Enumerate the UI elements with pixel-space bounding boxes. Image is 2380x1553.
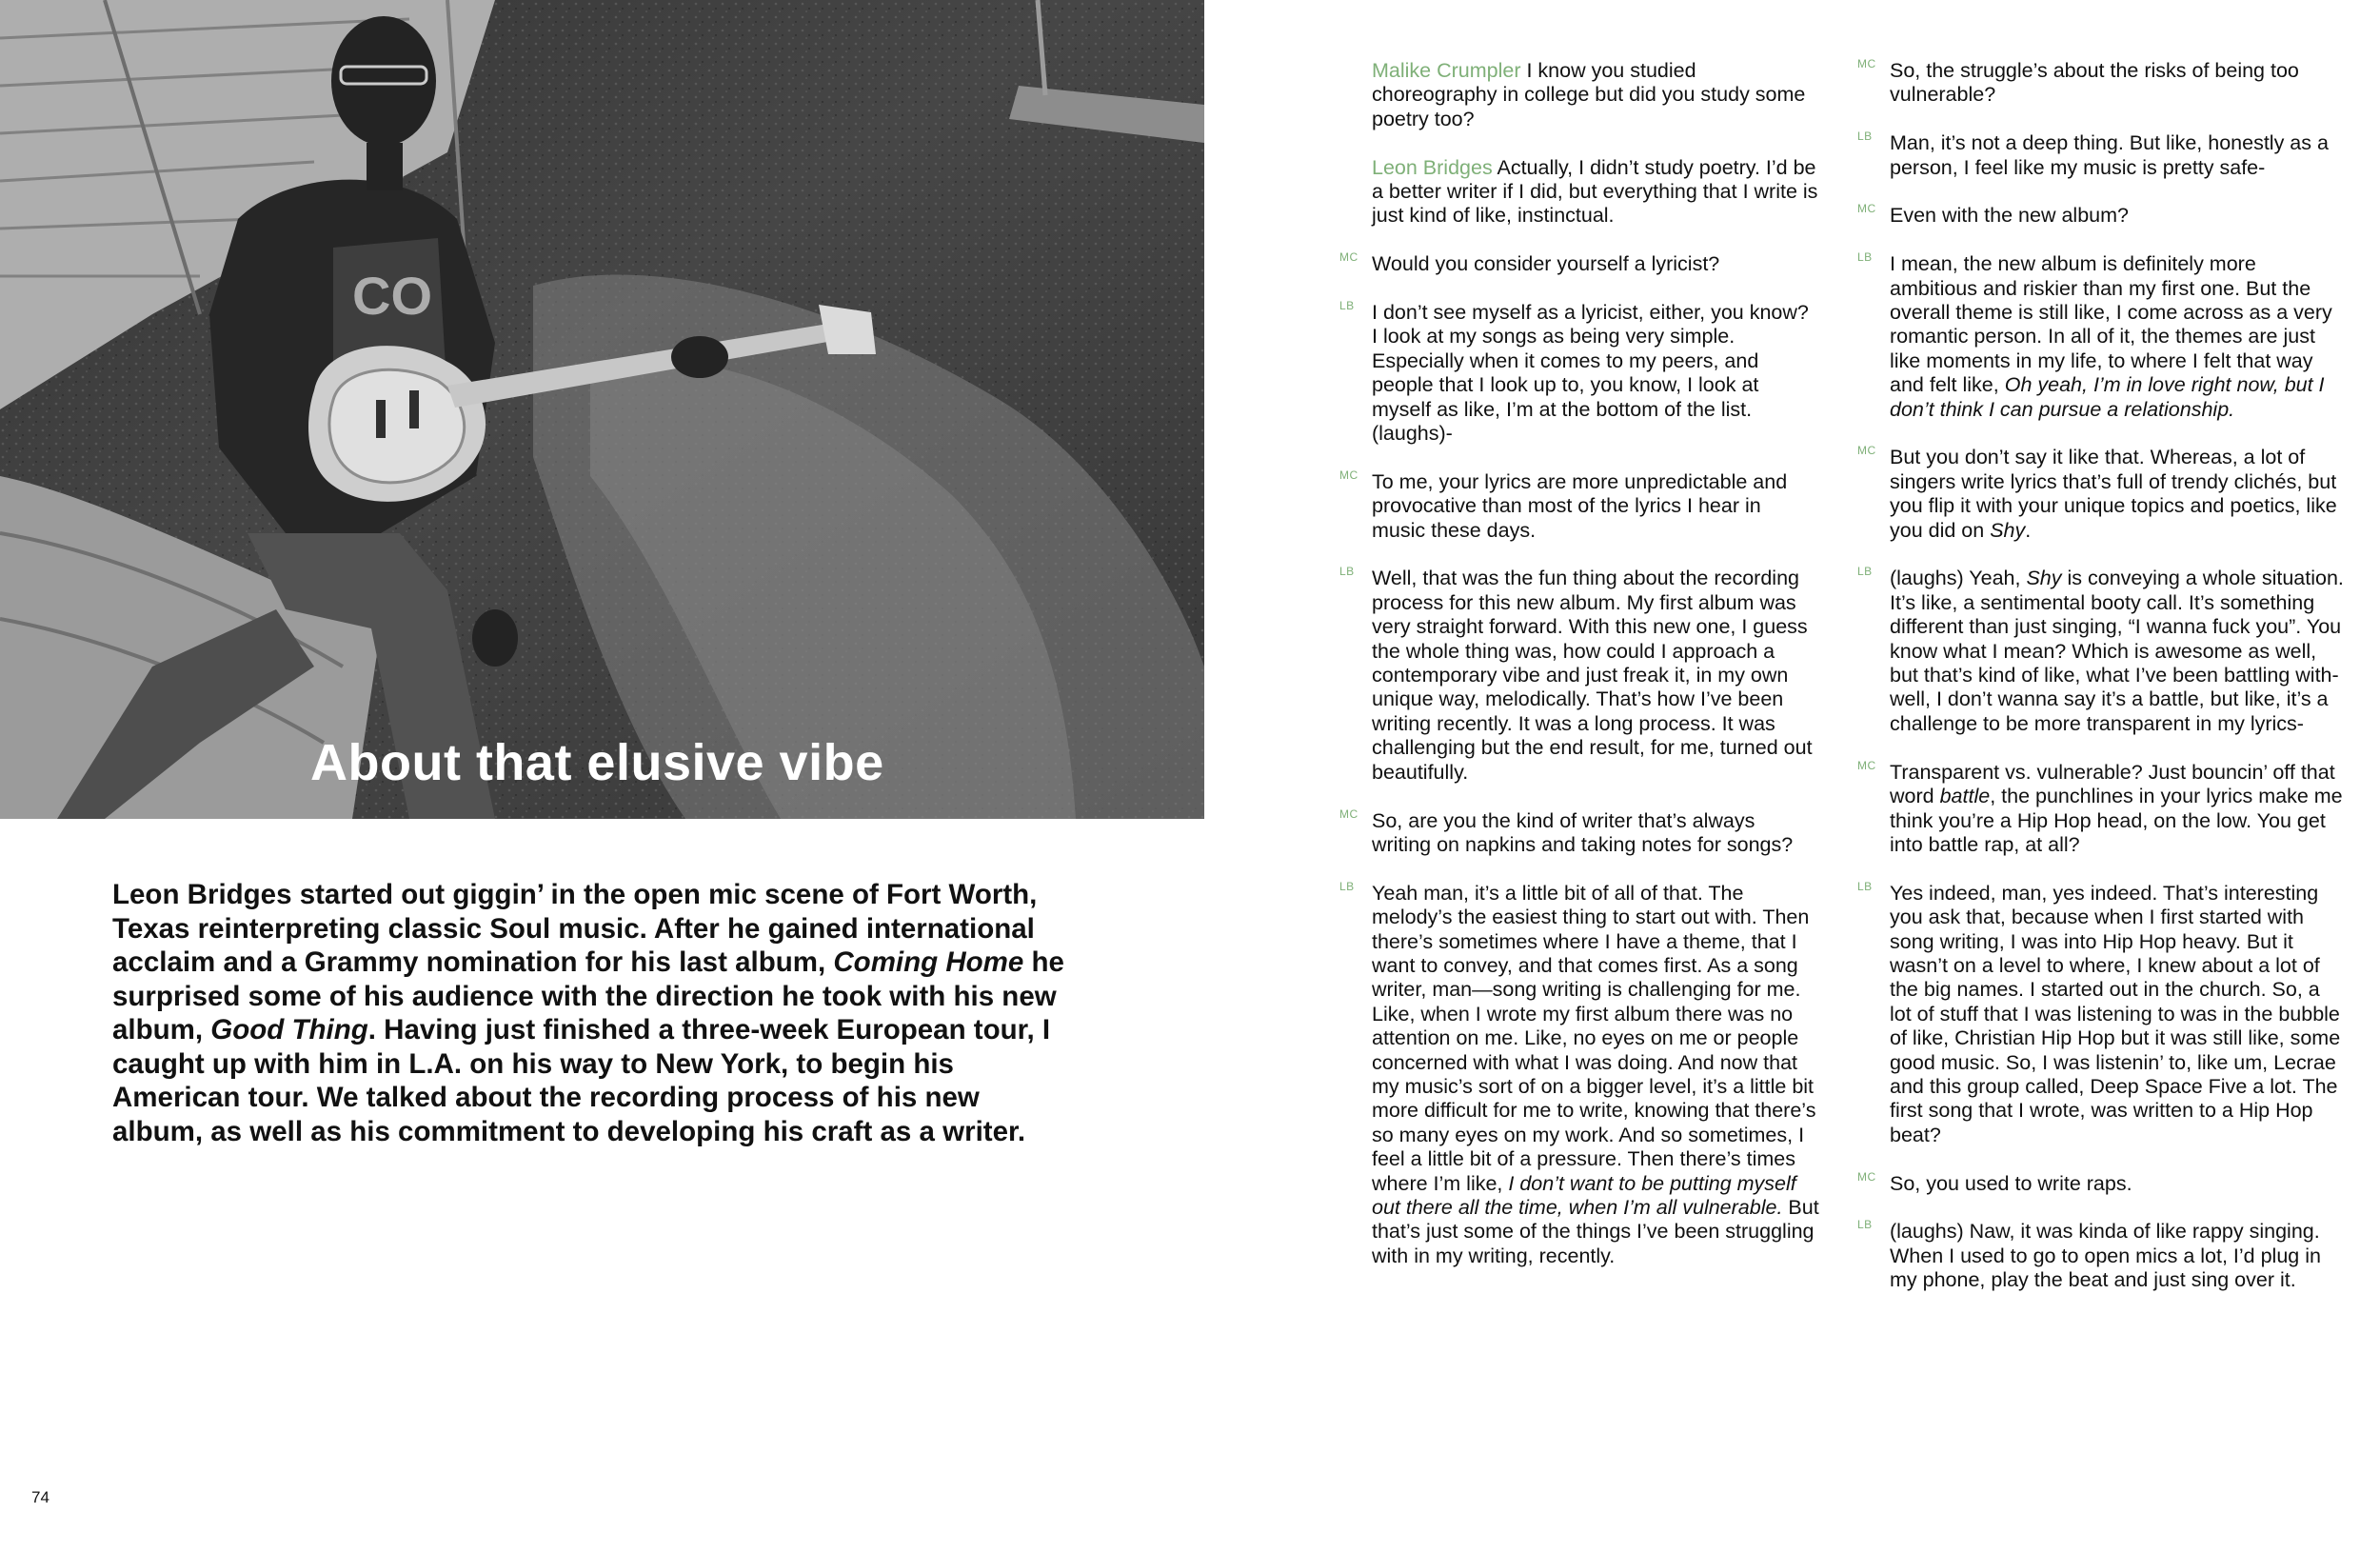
qa-item	[1857, 879, 2347, 1147]
qa-item	[1339, 806, 1819, 858]
qa-text: I don’t see myself as a lyricist, either, you know? I look at my songs as being very simple. Especially when it comes to my peers, and people that I look up to, you know, I look at myself as like, I’m at the bottom of the list. (laughs)-	[1372, 301, 1809, 446]
intro-album-good-thing: Good Thing	[210, 1014, 368, 1045]
speaker-tag: MC	[1339, 806, 1359, 821]
qa-text: Yeah man, it’s a little bit of all of that. The melody’s the easiest thing to start out with. Then there’s sometimes where I have a theme, that I want to convey, and that comes first. As a song writer, man—song writing is challenging for me. Like, when I wrote my first album there was no attention on me. Like, no eyes on me or people concerned with what I was doing. And now that my music’s sort of on a bigger level, it’s a little bit more difficult for me to write, knowing that there’s so many eyes on my work. And so sometimes, I feel a little bit of a pressure. Then there’s times where I’m like, I don’t want to be putting myself out there all the time, when I’m all vulnerable. But that’s just some of the things I’ve been struggling with in my writing, recently.	[1372, 881, 1819, 1267]
page-number: 74	[31, 1488, 50, 1506]
speaker-tag: MC	[1339, 250, 1359, 265]
qa-text: Man, it’s not a deep thing. But like, honestly as a person, I feel like my music is pretty safe-	[1890, 131, 2329, 179]
interviewee-name: Leon Bridges	[1372, 155, 1493, 179]
qa-text: To me, your lyrics are more unpredictable and provocative than most of the lyrics I hear in music these days.	[1372, 469, 1788, 542]
qa-text: Transparent vs. vulnerable? Just bouncin’ off that word battle, the punchlines in your lyrics make me think you’re a Hip Hop head, on the low. You get into battle rap, at all?	[1890, 760, 2343, 856]
qa-item	[1857, 444, 2347, 543]
qa-item	[1372, 156, 1819, 229]
qa-item	[1857, 758, 2347, 858]
qa-item	[1857, 1169, 2347, 1196]
qa-item	[1857, 129, 2347, 180]
speaker-tag: LB	[1857, 879, 1873, 893]
qa-text: (laughs) Yeah, Shy is conveying a whole situation. It’s like, a sentimental booty call. It’s something different than just singing, “I wanna fuck you”. You know what I mean? Which is awesome as well, but that’s kind of like, what I’ve been battling with- well, I don’t wanna say it’s a battle, but like, it’s a challenge to be more transparent in my lyrics-	[1890, 567, 2344, 735]
qa-text: But you don’t say it like that. Whereas, a lot of singers write lyrics that’s full of trendy clichés, but you flip it with your unique topics and poetics, like you did on Shy.	[1890, 446, 2337, 542]
speaker-tag: MC	[1857, 57, 1876, 70]
qa-text: I mean, the new album is definitely more ambitious and riskier than my first one. But the overall theme is still like, I come across as a very romantic person. In all of it, the themes are just like moments in my life, to where I felt that way and felt like, Oh yeah, I’m in love right now, but I don’t think I can pursue a relationship.	[1890, 252, 2332, 421]
intro-text-1: Leon Bridges started out giggin’ in the open mic scene of Fort Worth, Texas reinterpreting classic Soul music. After he gained international acclaim and a Grammy nomination for his last album,	[112, 879, 1038, 978]
interview-column-left	[1339, 59, 1819, 1293]
intro-text-2: he surprised some of his audience with the direction he took with his new album,	[112, 946, 1064, 1045]
speaker-tag: LB	[1857, 565, 1873, 579]
speaker-tag: MC	[1857, 758, 1876, 772]
qa-item	[1339, 468, 1819, 543]
speaker-tag: MC	[1857, 444, 1876, 458]
qa-item	[1372, 59, 1819, 131]
qa-item	[1857, 1218, 2347, 1292]
qa-text: Well, that was the fun thing about the recording process for this new album. My first album was very straight forward. With this new one, I guess the whole thing was, how could I approach a contemporary vibe and just freak it, in my own unique way, melodically. That’s how I’ve been writing recently. It was a long process. It was challenging but the end result, for me, turned out beautifully.	[1372, 567, 1813, 784]
speaker-tag: LB	[1857, 250, 1873, 265]
qa-text: Even with the new album?	[1890, 204, 2129, 228]
speaker-tag: LB	[1339, 565, 1355, 579]
interviewer-name: Malike Crumpler	[1372, 59, 1521, 82]
speaker-tag: LB	[1339, 299, 1355, 313]
qa-text: (laughs) Naw, it was kinda of like rappy singing. When I used to go to open mics a lot, I’d plug in my phone, play the beat and just sing over it.	[1890, 1220, 2321, 1292]
qa-item	[1857, 250, 2347, 422]
qa-item	[1857, 565, 2347, 736]
speaker-tag: MC	[1857, 202, 1876, 216]
hero-photo	[0, 0, 1204, 819]
qa-text: Malike Crumpler I know you studied choreography in college but did you study some poetry too?	[1372, 59, 1806, 130]
speaker-tag: LB	[1857, 129, 1873, 144]
interview-column-right	[1857, 57, 2347, 1317]
intro-paragraph	[112, 878, 1064, 1148]
qa-item	[1339, 565, 1819, 785]
qa-item	[1339, 299, 1819, 446]
qa-text: Leon Bridges Actually, I didn’t study poetry. I’d be a better writer if I did, but everything that I write is just kind of like, instinctual.	[1372, 155, 1818, 228]
qa-text: So, are you the kind of writer that’s always writing on napkins and taking notes for songs?	[1372, 808, 1794, 856]
speaker-tag: MC	[1339, 468, 1359, 482]
qa-item	[1339, 879, 1819, 1269]
qa-item	[1857, 57, 2347, 108]
intro-text-3: . Having just finished a three-week European tour, I caught up with him in L.A. on his way to New York, to begin his American tour. We talked about the recording process of his new album, as well as his commitment to developing his craft as a writer.	[112, 1014, 1051, 1147]
speaker-tag: MC	[1857, 1169, 1876, 1184]
qa-text: So, the struggle’s about the risks of being too vulnerable?	[1890, 59, 2299, 107]
qa-text: Yes indeed, man, yes indeed. That’s interesting you ask that, because when I first started with song writing, I was into Hip Hop heavy. But it wasn’t on a level to where, I knew about a lot of the big names. I started out in the church. So, a lot of stuff that I was listening to was in the bubble of like, Christian Hip Hop but it was still like, some good music. So, I was listenin’ to, like um, Lecrae and this group called, Deep Space Five a lot. The first song that I wrote, was written to a Hip Hop beat?	[1890, 881, 2341, 1146]
speaker-tag: LB	[1857, 1218, 1873, 1232]
svg-text:CO: CO	[352, 266, 432, 326]
article-headline: About that elusive vibe	[310, 734, 884, 791]
qa-text: So, you used to write raps.	[1890, 1171, 2132, 1195]
qa-text: Would you consider yourself a lyricist?	[1372, 252, 1720, 276]
qa-item	[1339, 250, 1819, 276]
qa-item	[1857, 202, 2347, 228]
speaker-tag: LB	[1339, 879, 1355, 893]
intro-album-coming-home: Coming Home	[833, 946, 1024, 978]
